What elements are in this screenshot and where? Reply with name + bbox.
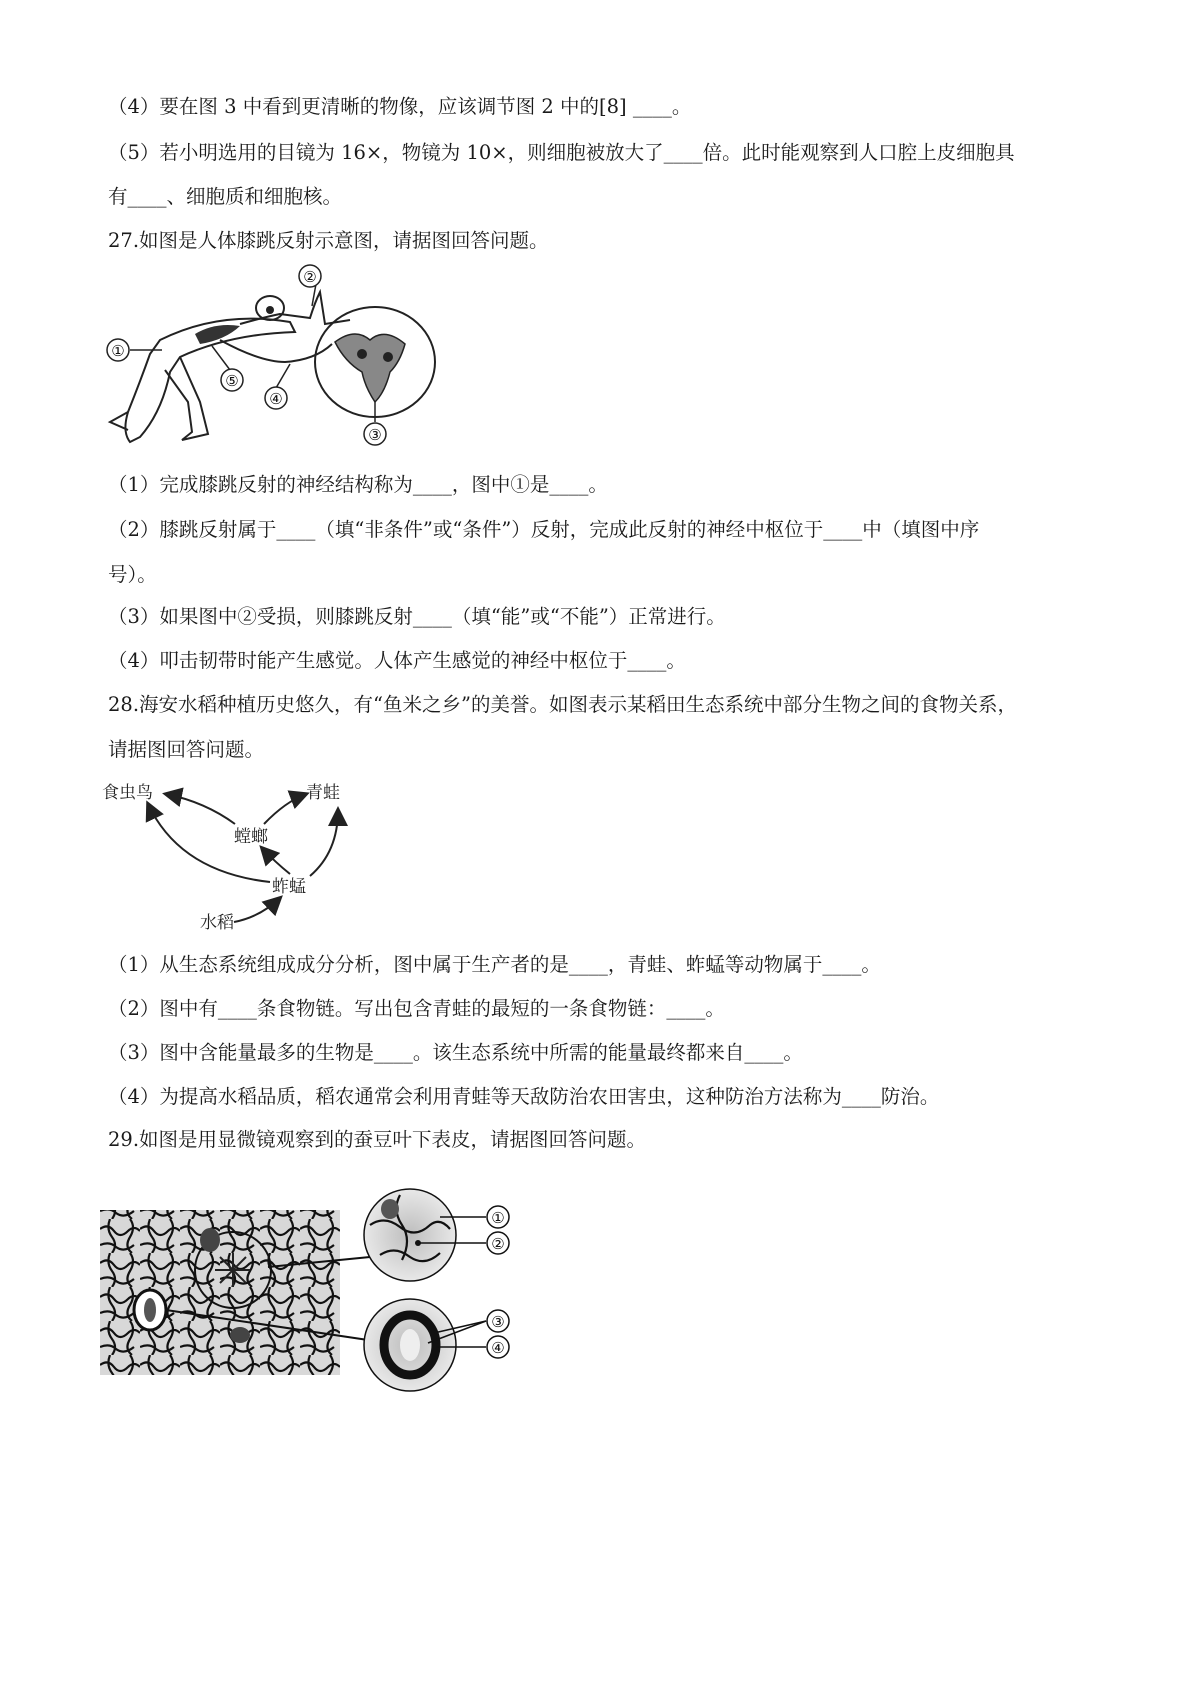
question-28-part-1: （1）从生态系统组成成分分析，图中属于生产者的是____，青蛙、蚱蜢等动物属于____。	[108, 953, 881, 976]
question-27-part-4: （4）叩击韧带时能产生感觉。人体产生感觉的神经中枢位于____。	[108, 649, 686, 672]
question-27-part-2-cont: 号）。	[108, 563, 157, 586]
label-2	[299, 265, 321, 287]
question-26-part-5: （5）若小明选用的目镜为 16×，物镜为 10×，则细胞被放大了____倍。此时能观察到人口腔上皮细胞具	[108, 141, 1015, 164]
question-27-part-2: （2）膝跳反射属于____（填“非条件”或“条件”）反射，完成此反射的神经中枢位于____中（填图中序	[108, 518, 980, 541]
question-29-stem: 29.如图是用显微镜观察到的蚕豆叶下表皮，请据图回答问题。	[108, 1128, 647, 1151]
svg-text:②: ②	[303, 268, 317, 286]
node-grasshopper: 蚱蜢	[272, 877, 306, 897]
question-28-part-3: （3）图中含能量最多的生物是____。该生态系统中所需的能量最终都来自____。	[108, 1041, 803, 1064]
question-27-part-3: （3）如果图中②受损，则膝跳反射____（填“能”或“不能”）正常进行。	[108, 605, 726, 628]
svg-text:④: ④	[491, 1339, 505, 1357]
node-frog: 青蛙	[306, 783, 340, 803]
label-5	[221, 369, 243, 391]
svg-text:①: ①	[491, 1209, 505, 1227]
question-26-part-4: （4）要在图 3 中看到更清晰的物像，应该调节图 2 中的[8] ____。	[108, 95, 692, 118]
node-mantis: 螳螂	[234, 827, 268, 847]
node-rice: 水稻	[200, 913, 234, 933]
label-3	[364, 423, 386, 445]
svg-text:④: ④	[269, 390, 283, 408]
question-28-part-2: （2）图中有____条食物链。写出包含青蛙的最短的一条食物链：____。	[108, 997, 725, 1020]
knee-jerk-reflex-figure	[100, 262, 450, 472]
svg-text:①: ①	[111, 342, 125, 360]
label-1	[107, 339, 129, 361]
food-web-figure	[100, 772, 380, 942]
question-28-stem-cont: 请据图回答问题。	[108, 738, 265, 761]
question-28-part-4: （4）为提高水稻品质，稻农通常会利用青蛙等天敌防治农田害虫，这种防治方法称为____防治。	[108, 1085, 940, 1108]
svg-text:③: ③	[491, 1313, 505, 1331]
label-2	[487, 1232, 509, 1254]
svg-text:③: ③	[368, 426, 382, 444]
node-bird: 食虫鸟	[102, 783, 153, 803]
leaf-epidermis-figure	[100, 1185, 540, 1395]
label-1	[487, 1206, 509, 1228]
question-27-part-1: （1）完成膝跳反射的神经结构称为____，图中①是____。	[108, 473, 608, 496]
question-27-stem: 27.如图是人体膝跳反射示意图，请据图回答问题。	[108, 229, 549, 252]
label-4	[265, 387, 287, 409]
question-28-stem: 28.海安水稻种植历史悠久，有“鱼米之乡”的美誉。如图表示某稻田生态系统中部分生物之间的食物关系，	[108, 693, 1017, 716]
label-4	[487, 1336, 509, 1358]
svg-text:⑤: ⑤	[225, 372, 239, 390]
label-3	[487, 1310, 509, 1332]
question-26-part-5-cont: 有____、细胞质和细胞核。	[108, 185, 343, 208]
svg-text:②: ②	[491, 1235, 505, 1253]
